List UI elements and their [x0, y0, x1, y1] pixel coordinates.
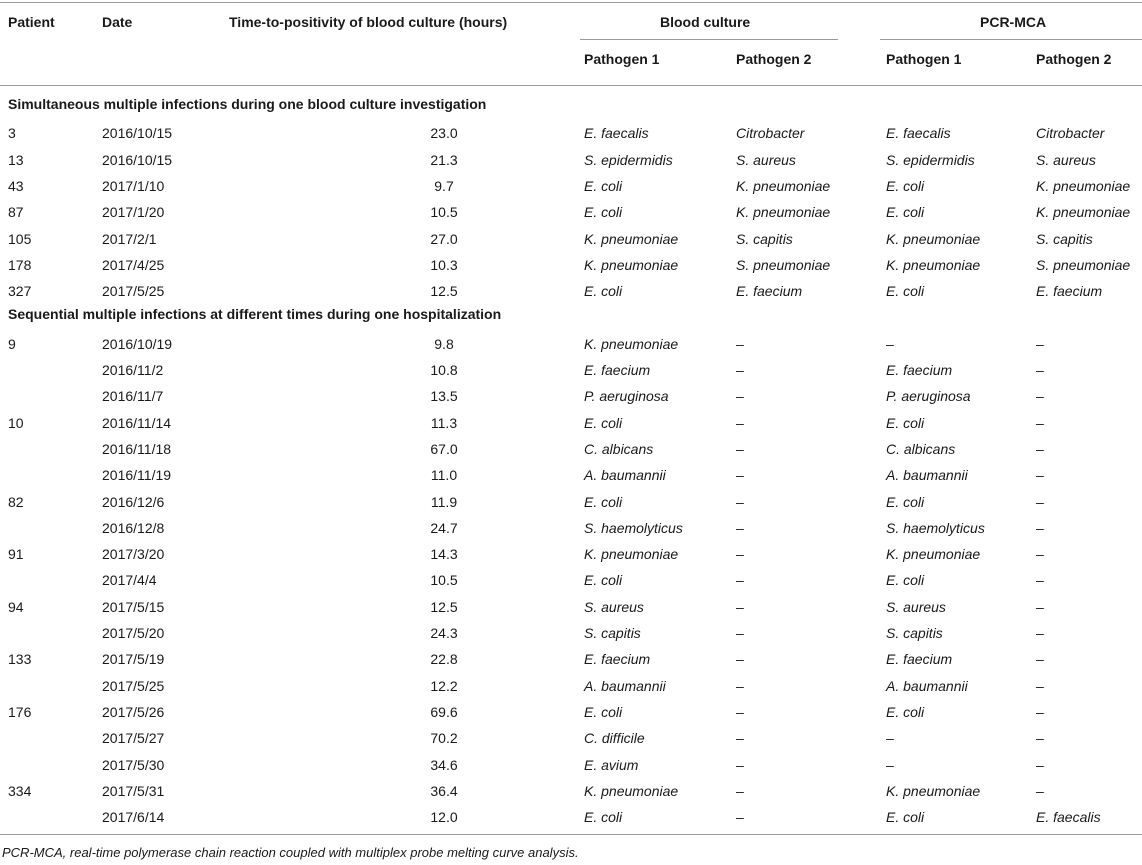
cell-date: 2017/6/14: [102, 809, 165, 826]
cell-pcr-pathogen2: K. pneumoniae: [1036, 204, 1131, 221]
cell-date: 2016/12/6: [102, 493, 165, 510]
cell-pcr-pathogen2: –: [1036, 703, 1044, 720]
cell-bc-pathogen2: K. pneumoniae: [736, 177, 831, 194]
cell-ttp: 10.3: [430, 256, 458, 273]
cell-bc-pathogen2: –: [736, 440, 744, 457]
cell-ttp: 70.2: [430, 730, 458, 747]
cell-date: 2017/5/31: [102, 782, 165, 799]
cell-ttp: 10.8: [430, 362, 458, 378]
cell-bc-pathogen2: –: [736, 677, 744, 694]
cell-pcr-pathogen2: –: [1036, 493, 1044, 510]
cell-pcr-pathogen2: –: [1036, 730, 1044, 747]
table-row: [0, 594, 1142, 620]
cell-patient: 9: [8, 335, 16, 352]
table-row: [0, 804, 1142, 830]
cell-bc-pathogen1: C. albicans: [584, 440, 654, 457]
cell-pcr-pathogen1: E. coli: [886, 177, 925, 194]
cell-pcr-pathogen2: S. aureus: [1036, 151, 1096, 168]
cell-bc-pathogen1: S. aureus: [584, 598, 644, 615]
cell-pcr-pathogen1: C. albicans: [886, 440, 956, 457]
header-date: Date: [102, 14, 133, 30]
cell-date: 2016/11/2: [102, 362, 164, 378]
cell-pcr-pathogen2: –: [1036, 782, 1044, 799]
pcr-mca-group-rule: [880, 39, 1142, 40]
cell-bc-pathogen1: E. coli: [584, 283, 623, 300]
cell-bc-pathogen1: A. baumannii: [584, 677, 666, 694]
cell-pcr-pathogen2: –: [1036, 677, 1044, 694]
cell-pcr-pathogen2: –: [1036, 598, 1044, 615]
cell-bc-pathogen1: E. faecalis: [584, 125, 649, 142]
cell-bc-pathogen1: E. faecium: [584, 651, 651, 668]
cell-bc-pathogen1: A. baumannii: [584, 467, 666, 484]
cell-bc-pathogen2: –: [736, 414, 744, 431]
cell-pcr-pathogen1: E. coli: [886, 572, 925, 589]
cell-ttp: 11.9: [430, 493, 458, 510]
table-row: [0, 226, 1142, 252]
cell-bc-pathogen2: –: [736, 809, 744, 826]
cell-ttp: 22.8: [430, 651, 458, 668]
cell-date: 2017/5/19: [102, 651, 165, 668]
header-blood-culture: Blood culture: [660, 14, 751, 30]
cell-bc-pathogen1: K. pneumoniae: [584, 546, 679, 563]
header-pcr-mca: PCR-MCA: [980, 14, 1047, 30]
header-pcr-pathogen1: Pathogen 1: [886, 51, 962, 67]
cell-pcr-pathogen2: –: [1036, 467, 1044, 484]
cell-pcr-pathogen2: E. faecium: [1036, 283, 1103, 300]
cell-pcr-pathogen1: –: [886, 756, 894, 773]
cell-ttp: 14.3: [430, 546, 458, 563]
cell-bc-pathogen2: –: [736, 362, 744, 378]
cell-patient: 43: [8, 177, 24, 194]
table-row: [0, 199, 1142, 225]
cell-pcr-pathogen2: –: [1036, 651, 1044, 668]
cell-patient: 327: [8, 283, 32, 300]
cell-date: 2016/11/7: [102, 388, 164, 405]
cell-ttp: 23.0: [430, 125, 458, 142]
cell-bc-pathogen1: E. coli: [584, 204, 623, 221]
cell-date: 2017/5/27: [102, 730, 165, 747]
table-row: [0, 725, 1142, 751]
cell-date: 2017/4/25: [102, 256, 165, 273]
cell-bc-pathogen2: –: [736, 335, 744, 352]
cell-bc-pathogen2: K. pneumoniae: [736, 204, 831, 221]
cell-bc-pathogen1: E. coli: [584, 809, 623, 826]
cell-patient: 91: [8, 546, 24, 563]
cell-pcr-pathogen2: S. capitis: [1036, 230, 1093, 247]
header-patient: Patient: [8, 14, 55, 30]
cell-ttp: 12.5: [430, 598, 458, 615]
table-row: [0, 120, 1142, 146]
cell-bc-pathogen1: S. haemolyticus: [584, 519, 683, 536]
cell-ttp: 11.3: [430, 414, 458, 431]
cell-pcr-pathogen1: P. aeruginosa: [886, 388, 971, 405]
table-row: [0, 147, 1142, 173]
cell-bc-pathogen2: –: [736, 493, 744, 510]
section-title: Sequential multiple infections at different times during one hospitalization: [8, 306, 502, 323]
cell-bc-pathogen1: P. aeruginosa: [584, 388, 669, 405]
cell-bc-pathogen2: –: [736, 703, 744, 720]
cell-patient: 10: [8, 414, 24, 431]
cell-bc-pathogen1: E. avium: [584, 756, 639, 773]
cell-patient: 82: [8, 493, 24, 510]
footnote: PCR-MCA, real-time polymerase chain reaction coupled with multiplex probe melting curve analysis.: [2, 845, 579, 860]
table-row: [0, 673, 1142, 699]
cell-bc-pathogen2: –: [736, 519, 744, 536]
cell-bc-pathogen1: E. faecium: [584, 362, 651, 378]
cell-bc-pathogen1: K. pneumoniae: [584, 256, 679, 273]
cell-bc-pathogen1: S. capitis: [584, 625, 641, 641]
cell-date: 2017/5/26: [102, 703, 165, 720]
cell-ttp: 12.2: [430, 677, 458, 694]
cell-ttp: 67.0: [430, 440, 458, 457]
cell-ttp: 69.6: [430, 703, 458, 720]
table-row: [0, 252, 1142, 278]
cell-pcr-pathogen1: E. coli: [886, 493, 925, 510]
table-row: [0, 462, 1142, 488]
cell-bc-pathogen1: K. pneumoniae: [584, 782, 679, 799]
cell-date: 2017/2/1: [102, 230, 157, 247]
cell-ttp: 24.3: [430, 625, 458, 641]
table-row: [0, 752, 1142, 778]
cell-pcr-pathogen2: –: [1036, 335, 1044, 352]
cell-ttp: 27.0: [430, 230, 458, 247]
cell-pcr-pathogen2: –: [1036, 388, 1044, 405]
cell-bc-pathogen2: –: [736, 625, 744, 641]
cell-ttp: 36.4: [430, 782, 458, 799]
cell-date: 2017/1/20: [102, 204, 165, 221]
cell-bc-pathogen1: K. pneumoniae: [584, 335, 679, 352]
cell-pcr-pathogen1: E. coli: [886, 283, 925, 300]
cell-bc-pathogen1: E. coli: [584, 177, 623, 194]
cell-pcr-pathogen2: K. pneumoniae: [1036, 177, 1131, 194]
cell-bc-pathogen1: E. coli: [584, 414, 623, 431]
cell-pcr-pathogen2: S. pneumoniae: [1036, 256, 1131, 273]
cell-date: 2017/5/25: [102, 677, 165, 694]
cell-pcr-pathogen1: –: [886, 730, 894, 747]
table-row: [0, 489, 1142, 515]
header-bc-pathogen2: Pathogen 2: [736, 51, 812, 67]
cell-bc-pathogen2: S. pneumoniae: [736, 256, 831, 273]
cell-pcr-pathogen2: –: [1036, 519, 1044, 536]
cell-pcr-pathogen1: S. epidermidis: [886, 151, 975, 168]
table-row: [0, 357, 1142, 383]
cell-ttp: 11.0: [430, 467, 458, 484]
header-pcr-pathogen2: Pathogen 2: [1036, 51, 1112, 67]
bottom-rule: [0, 834, 1142, 835]
cell-pcr-pathogen2: –: [1036, 756, 1044, 773]
cell-date: 2016/12/8: [102, 519, 165, 536]
header-bottom-rule: [0, 85, 1142, 86]
cell-patient: 87: [8, 204, 24, 221]
cell-patient: 176: [8, 703, 32, 720]
table-row: [0, 646, 1142, 672]
cell-date: 2017/1/10: [102, 177, 165, 194]
cell-pcr-pathogen1: A. baumannii: [886, 677, 968, 694]
header-ttp: Time-to-positivity of blood culture (hours): [229, 14, 508, 30]
cell-patient: 133: [8, 651, 32, 668]
cell-pcr-pathogen1: E. coli: [886, 204, 925, 221]
table-row: [0, 699, 1142, 725]
section-title: Simultaneous multiple infections during one blood culture investigation: [8, 96, 487, 112]
table-row: [0, 515, 1142, 541]
cell-bc-pathogen2: E. faecium: [736, 283, 803, 300]
top-rule: [0, 2, 1142, 3]
cell-ttp: 9.7: [434, 177, 454, 194]
cell-bc-pathogen1: E. coli: [584, 703, 623, 720]
cell-date: 2016/11/18: [102, 440, 172, 457]
table-row: [0, 278, 1142, 304]
cell-date: 2017/3/20: [102, 546, 165, 563]
cell-patient: 105: [8, 230, 32, 247]
cell-pcr-pathogen1: S. capitis: [886, 625, 943, 641]
cell-patient: 334: [8, 782, 32, 799]
cell-bc-pathogen2: –: [736, 782, 744, 799]
cell-date: 2017/5/25: [102, 283, 165, 300]
cell-date: 2016/10/15: [102, 151, 173, 168]
cell-ttp: 10.5: [430, 572, 458, 589]
cell-bc-pathogen1: C. difficile: [584, 730, 645, 747]
cell-pcr-pathogen1: –: [886, 335, 894, 352]
cell-ttp: 10.5: [430, 204, 458, 221]
cell-pcr-pathogen2: –: [1036, 362, 1044, 378]
cell-pcr-pathogen2: –: [1036, 572, 1044, 589]
cell-bc-pathogen2: –: [736, 651, 744, 668]
table-row: [0, 173, 1142, 199]
cell-date: 2017/5/15: [102, 598, 165, 615]
cell-bc-pathogen2: S. aureus: [736, 151, 796, 168]
cell-pcr-pathogen2: –: [1036, 625, 1044, 641]
cell-date: 2017/5/20: [102, 625, 165, 641]
table-row: [0, 620, 1142, 646]
table-row: [0, 436, 1142, 462]
cell-date: 2017/4/4: [102, 572, 157, 589]
header-bc-pathogen1: Pathogen 1: [584, 51, 660, 67]
table-row: [0, 331, 1142, 357]
cell-date: 2016/10/19: [102, 335, 173, 352]
cell-bc-pathogen2: S. capitis: [736, 230, 793, 247]
cell-pcr-pathogen2: –: [1036, 440, 1044, 457]
cell-pcr-pathogen1: E. faecium: [886, 362, 953, 378]
cell-patient: 3: [8, 125, 16, 142]
cell-ttp: 21.3: [430, 151, 458, 168]
cell-pcr-pathogen1: A. baumannii: [886, 467, 968, 484]
cell-ttp: 34.6: [430, 756, 458, 773]
cell-bc-pathogen1: K. pneumoniae: [584, 230, 679, 247]
table-row: [0, 410, 1142, 436]
cell-bc-pathogen2: –: [736, 467, 744, 484]
cell-patient: 13: [8, 151, 24, 168]
cell-pcr-pathogen1: K. pneumoniae: [886, 256, 981, 273]
cell-patient: 178: [8, 256, 32, 273]
cell-ttp: 12.5: [430, 283, 458, 300]
cell-pcr-pathogen2: –: [1036, 414, 1044, 431]
cell-bc-pathogen2: –: [736, 388, 744, 405]
cell-ttp: 24.7: [430, 519, 458, 536]
cell-ttp: 13.5: [430, 388, 458, 405]
cell-pcr-pathogen1: E. faecalis: [886, 125, 951, 142]
table-row: [0, 567, 1142, 593]
cell-bc-pathogen1: E. coli: [584, 572, 623, 589]
blood-culture-group-rule: [580, 39, 838, 40]
cell-date: 2016/10/15: [102, 125, 173, 142]
cell-pcr-pathogen1: E. coli: [886, 809, 925, 826]
table-row: [0, 541, 1142, 567]
cell-pcr-pathogen1: S. aureus: [886, 598, 946, 615]
cell-pcr-pathogen1: E. coli: [886, 414, 925, 431]
cell-pcr-pathogen1: K. pneumoniae: [886, 546, 981, 563]
cell-ttp: 9.8: [434, 335, 454, 352]
cell-pcr-pathogen1: K. pneumoniae: [886, 230, 981, 247]
cell-bc-pathogen2: –: [736, 756, 744, 773]
cell-pcr-pathogen2: –: [1036, 546, 1044, 563]
table-row: [0, 778, 1142, 804]
cell-date: 2016/11/19: [102, 467, 172, 484]
table-row: [0, 383, 1142, 409]
cell-pcr-pathogen2: E. faecalis: [1036, 809, 1101, 826]
cell-bc-pathogen2: –: [736, 598, 744, 615]
cell-bc-pathogen2: Citrobacter: [736, 125, 805, 142]
cell-bc-pathogen1: S. epidermidis: [584, 151, 673, 168]
cell-bc-pathogen1: E. coli: [584, 493, 623, 510]
cell-patient: 94: [8, 598, 24, 615]
cell-date: 2016/11/14: [102, 414, 172, 431]
cell-bc-pathogen2: –: [736, 546, 744, 563]
cell-ttp: 12.0: [430, 809, 458, 826]
cell-pcr-pathogen1: E. faecium: [886, 651, 953, 668]
cell-pcr-pathogen1: K. pneumoniae: [886, 782, 981, 799]
cell-bc-pathogen2: –: [736, 730, 744, 747]
cell-pcr-pathogen2: Citrobacter: [1036, 125, 1105, 142]
cell-date: 2017/5/30: [102, 756, 165, 773]
cell-pcr-pathogen1: S. haemolyticus: [886, 519, 985, 536]
cell-pcr-pathogen1: E. coli: [886, 703, 925, 720]
cell-bc-pathogen2: –: [736, 572, 744, 589]
